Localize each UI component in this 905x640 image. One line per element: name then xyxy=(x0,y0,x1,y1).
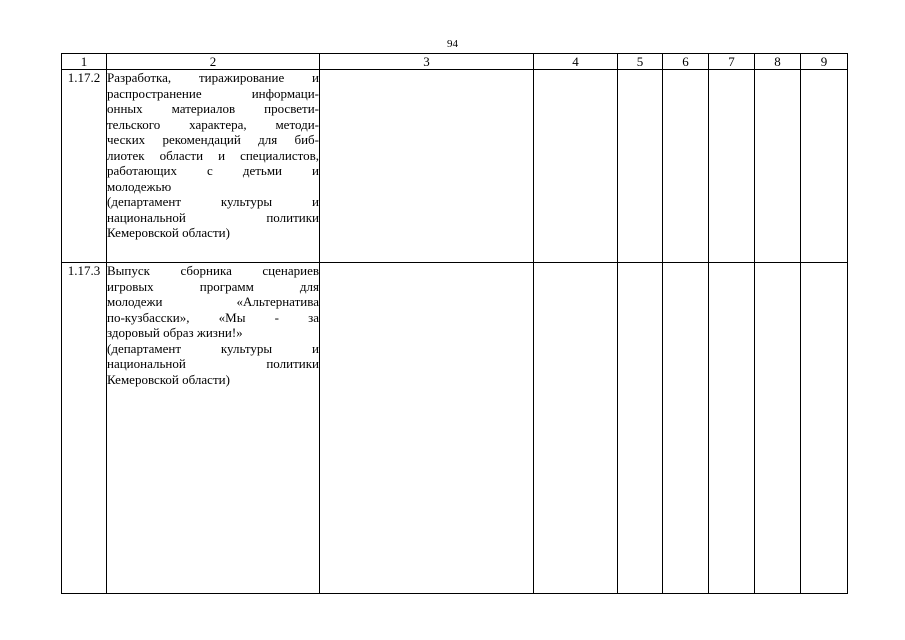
column-header-9: 9 xyxy=(801,54,848,70)
description-line: молодежью xyxy=(107,178,172,194)
description-line: Выпуск сборника сценариев xyxy=(107,263,319,278)
column-header-4: 4 xyxy=(534,54,618,70)
description-line: ческих рекомендаций для биб- xyxy=(107,132,319,147)
description-line: распространение информаци- xyxy=(107,85,319,101)
item-description xyxy=(107,263,320,594)
description-line: игровых программ для xyxy=(107,278,319,294)
cell-col-3 xyxy=(320,263,534,594)
plan-table xyxy=(61,53,848,594)
description-line: Кемеровской области) xyxy=(107,371,230,387)
description-line: национальной политики xyxy=(107,356,319,371)
description-line: национальной политики xyxy=(107,209,319,225)
cell-col-7 xyxy=(709,70,755,263)
cell-col-5 xyxy=(618,70,663,263)
cell-col-4 xyxy=(534,263,618,594)
column-header-2: 2 xyxy=(107,54,320,70)
description-line: онных материалов просвети- xyxy=(107,101,319,116)
table-row xyxy=(62,70,848,263)
description-line: (департамент культуры и xyxy=(107,194,319,209)
description-line: работающих с детьми и xyxy=(107,163,319,178)
header-row xyxy=(62,54,848,70)
column-header-5: 5 xyxy=(618,54,663,70)
column-header-3: 3 xyxy=(320,54,534,70)
description-line: по-кузбасски», «Мы - за xyxy=(107,309,319,325)
column-header-7: 7 xyxy=(709,54,755,70)
cell-col-6 xyxy=(663,70,709,263)
table-row xyxy=(62,263,848,594)
description-line: Разработка, тиражирование и xyxy=(107,70,319,85)
column-header-1: 1 xyxy=(62,54,107,70)
item-number: 1.17.2 xyxy=(62,70,107,263)
item-number: 1.17.3 xyxy=(62,263,107,594)
column-header-8: 8 xyxy=(755,54,801,70)
description-line: молодежи «Альтернатива xyxy=(107,294,319,309)
page-number: 94 xyxy=(447,38,458,50)
item-description xyxy=(107,70,320,263)
description-line: (департамент культуры и xyxy=(107,340,319,356)
description-line: тельского характера, методи- xyxy=(107,116,319,132)
cell-col-5 xyxy=(618,263,663,594)
cell-col-9 xyxy=(801,263,848,594)
description-line: лиотек области и специалистов, xyxy=(107,147,319,163)
description-line: Кемеровской области) xyxy=(107,225,230,240)
cell-col-9 xyxy=(801,70,848,263)
cell-col-8 xyxy=(755,70,801,263)
description-line: здоровый образ жизни!» xyxy=(107,325,243,340)
cell-col-6 xyxy=(663,263,709,594)
cell-col-8 xyxy=(755,263,801,594)
cell-col-7 xyxy=(709,263,755,594)
cell-col-4 xyxy=(534,70,618,263)
column-header-6: 6 xyxy=(663,54,709,70)
cell-col-3 xyxy=(320,70,534,263)
